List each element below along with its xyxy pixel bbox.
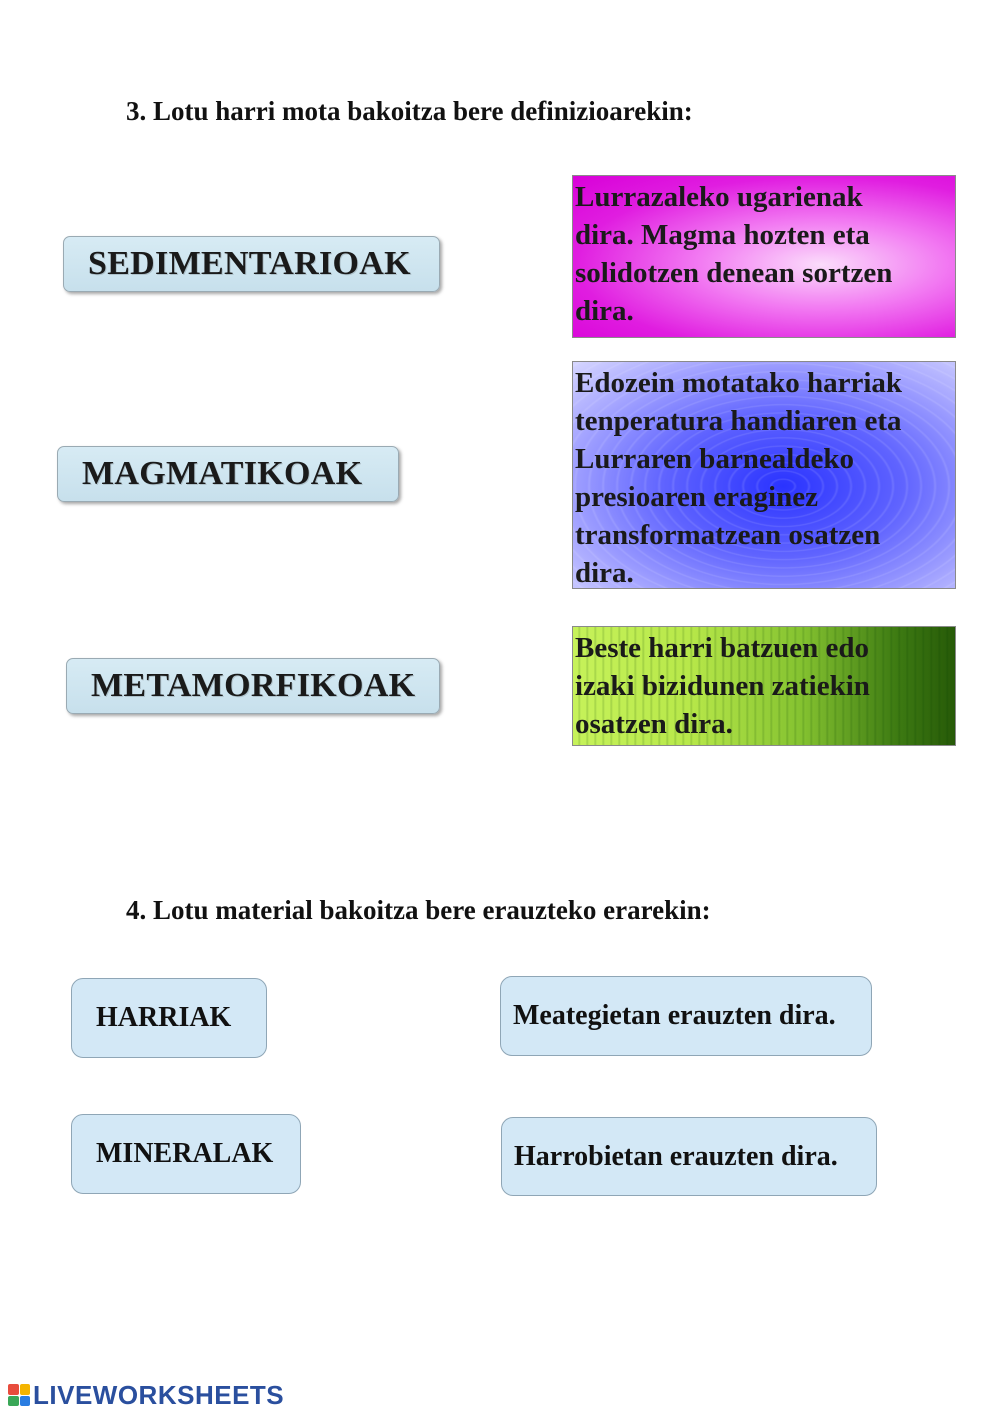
definition-igneous[interactable] [572, 175, 956, 338]
definition-metamorphic-text: Edozein motatako harriak tenperatura handiaren eta Lurraren barnealdeko presioaren eraginez transformatzean osatzen dira. [575, 367, 903, 589]
definition-sedimentary-text: Beste harri batzuen edo izaki bizidunen zatiekin osatzen dira. [575, 632, 870, 740]
term-sedimentarioak[interactable]: SEDIMENTARIOAK [63, 236, 440, 292]
definition-sedimentary[interactable] [572, 626, 956, 746]
material-mineralak[interactable]: MINERALAK [71, 1114, 301, 1194]
liveworksheets-logo [8, 1380, 284, 1410]
term-metamorfikoak[interactable]: METAMORFIKOAK [66, 658, 440, 714]
method-meategietan[interactable]: Meategietan erauzten dira. [500, 976, 872, 1056]
exercise-4-heading: 4. Lotu material bakoitza bere erauzteko erarekin: [126, 895, 711, 925]
definition-metamorphic[interactable] [572, 361, 956, 589]
exercise-3-heading: 3. Lotu harri mota bakoitza bere definizioarekin: [126, 96, 693, 126]
term-magmatikoak[interactable]: MAGMATIKOAK [57, 446, 399, 502]
material-harriak[interactable]: HARRIAK [71, 978, 267, 1058]
liveworksheets-logo-text: LIVEWORKSHEETS [33, 1379, 285, 1410]
liveworksheets-grid-icon [8, 1384, 30, 1406]
definition-igneous-text: Lurrazaleko ugarienak dira. Magma hozten eta solidotzen denean sortzen dira. [575, 181, 893, 327]
method-harrobietan[interactable]: Harrobietan erauzten dira. [501, 1117, 877, 1196]
